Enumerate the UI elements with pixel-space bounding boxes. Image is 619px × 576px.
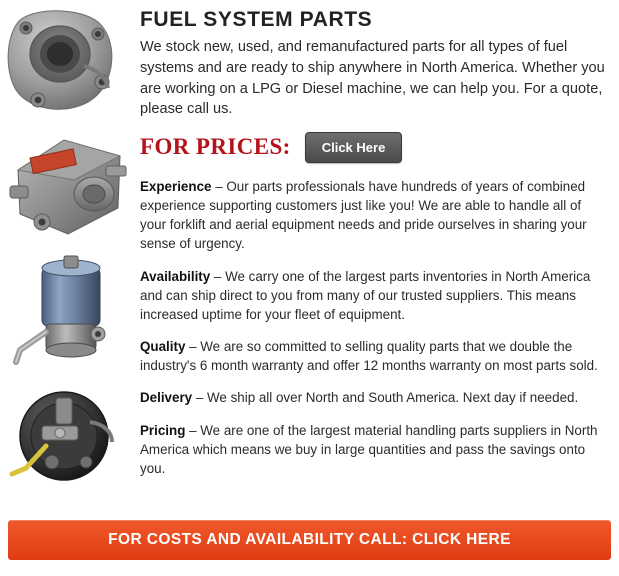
product-photo-1	[2, 4, 138, 124]
feature-delivery-dash: –	[192, 390, 208, 406]
for-prices-label: FOR PRICES:	[140, 134, 291, 160]
feature-delivery	[140, 388, 605, 407]
product-photo-4	[2, 382, 138, 492]
feature-availability-heading: Availability	[140, 268, 211, 284]
feature-delivery-heading: Delivery	[140, 390, 193, 406]
product-photo-3	[2, 254, 138, 376]
feature-availability-dash: –	[210, 268, 226, 284]
fuel-lock-off-valve-photo	[2, 382, 138, 492]
feature-delivery-body: We ship all over North and South America. Next day if needed.	[207, 390, 579, 406]
feature-availability-body: We carry one of the largest parts inventories in North America and can ship direct to you from many of our trusted suppliers. This means increased uptime for your fleet of equipment.	[140, 268, 591, 322]
feature-pricing-body: We are one of the largest material handling parts suppliers in North America which means we buy in large quantities and pass the savings onto you.	[140, 422, 598, 476]
intro-paragraph: We stock new, used, and remanufactured parts for all types of fuel systems and are ready to ship anywhere in North America. Whether you are working on a LPG or Diesel machine, we can help you. For a quote, please call us.	[140, 39, 605, 118]
feature-experience-dash: –	[211, 178, 227, 194]
feature-pricing	[140, 421, 605, 478]
feature-pricing-dash: –	[185, 422, 201, 438]
feature-experience-body: Our parts professionals have hundreds of years of combined experience supporting customers just like you! We are able to handle all of your forklift and aerial equipment needs and pride ourselves in sharing your sense of urgency.	[140, 178, 587, 252]
footer-call-to-action[interactable]: FOR COSTS AND AVAILABILITY CALL: CLICK HERE	[8, 520, 611, 560]
lpg-regulator-converter-photo	[2, 130, 138, 248]
feature-quality-heading: Quality	[140, 339, 186, 355]
text-column	[140, 4, 619, 498]
feature-quality-body: We are so committed to selling quality parts that we double the industry's 6 month warranty and offer 12 months warranty on most parts sold.	[140, 339, 598, 374]
feature-quality-dash: –	[185, 339, 201, 355]
page-title: FUEL SYSTEM PARTS	[140, 8, 373, 31]
product-photo-2	[2, 130, 138, 248]
fuel-system-housing-casting-photo	[2, 4, 138, 124]
feature-pricing-heading: Pricing	[140, 422, 186, 438]
product-photo-column	[0, 4, 140, 498]
feature-experience-heading: Experience	[140, 178, 212, 194]
fuel-pump-canister-photo	[2, 254, 138, 376]
feature-experience	[140, 177, 605, 254]
click-here-button[interactable]: Click Here	[305, 132, 403, 163]
feature-availability	[140, 267, 605, 324]
for-prices-row	[140, 132, 605, 163]
feature-quality	[140, 337, 605, 375]
